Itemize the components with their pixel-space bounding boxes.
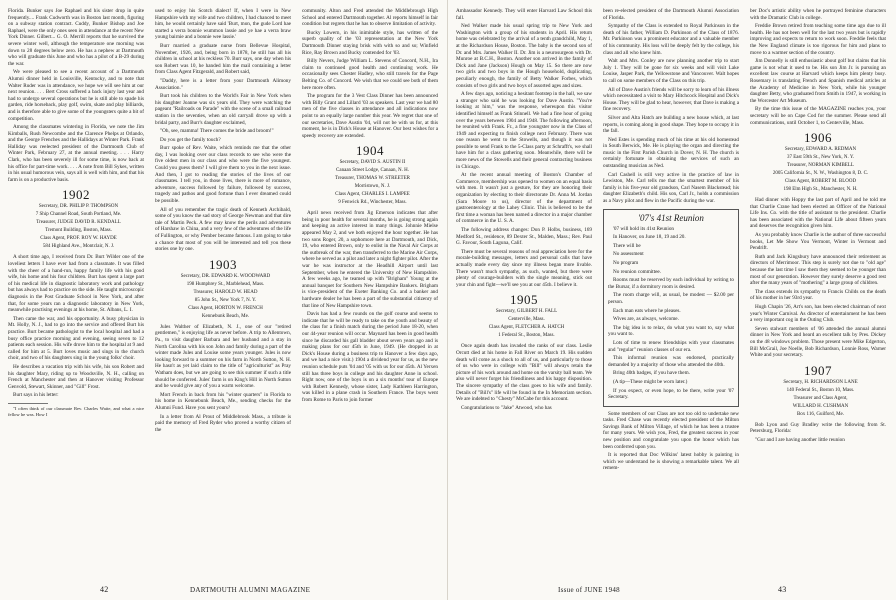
agent-line: Class Agent, HORTON W. FRENCH bbox=[188, 305, 263, 311]
paragraph: Burt took his children to the World's Fair in New York when his daughter Joanne was six years old. They were watching the pageant "Railroads on Parade" with the scene of a small railroad station in the seventies, when an old carryall drove up with a bridal party, and Burr's daughter exclaimed, bbox=[155, 93, 291, 126]
paragraph: Walt and Mrs. Conley are now planning another trip to start July 1. They will be gone for six weeks and will visit Lake Louise, Jasper Park, the Yellowstone and Vancouver. Walt hopes to call on some members of the Class on this trip. bbox=[603, 58, 739, 84]
agent-line: Class Agent, FLETCHER A. HATCH bbox=[488, 325, 565, 331]
paragraph: "Gur and I are having another little reunion bbox=[755, 436, 845, 443]
right-column-3 bbox=[750, 8, 886, 576]
class-year-heading: 1903 bbox=[209, 256, 237, 272]
class-1905-header bbox=[456, 293, 592, 339]
paragraph: Do you get the family touch? bbox=[160, 136, 221, 143]
paragraph: Bucky Lowern, in his inimitable style, has written of the superb quality of the '03 representation at the New York Dartmouth Dinner staying brisk with with so and so; Winfield Rice, Ray Brown and Bucky contended for '03. bbox=[302, 29, 438, 56]
treasurer-address: Tremont Building, Boston, Mass. bbox=[45, 228, 112, 234]
paragraph: Seven stalwart members of '06 attended the annual alumni dinner in New York and heard an excellent talk by Pres. Dickey on the 48 windows problem. Those present were Mike Edgerton, Bill McGrail, Joe Noelle, Bob Richardson, Lonnie Ross, Warner White and your secretary. bbox=[750, 325, 886, 359]
paragraph: A short time ago, I received from Dr. Burt Wilder one of the loveliest letters I have ever had from a classmate. It was filled with the cheer of a hand-run, happy family life with his good wife, his home and his four children. Burt has spent a large part of his medical life in diagnostic laboratory work and pathology but has always had to practice on the side. He taught microscopic diagnosis in the Post Graduate School in New York, and after that, for some years ran a diagnostic laboratory in New York, meanwhile practising evenings at his home, St. Albans, L. I. bbox=[8, 254, 144, 314]
reunion-line: The room charge will, as usual, be modest — $2.00 per person. bbox=[608, 292, 734, 305]
class-year-heading: 1905 bbox=[510, 292, 538, 308]
secretary-line: Secretary, H. RICHARDSON LANE bbox=[783, 379, 858, 385]
reunion-line: There will be bbox=[613, 242, 641, 249]
paragraph: The class extends its sympathy to Francis Childs on the death of his mother in her 93rd year. bbox=[750, 288, 886, 302]
right-page bbox=[448, 0, 896, 600]
reunion-line: (A tip—These might be worn later.) bbox=[613, 378, 688, 385]
class-year-heading: 1904 bbox=[356, 143, 384, 159]
reunion-announcement-box bbox=[603, 209, 739, 407]
paragraph: All of you remember the tragic death of Kenneth Archibald, some of you know the sad story of George Newman and that dire tale of Martin Peck. A few may know the perils and adventures of Harshaw in China, and a very few of the adventures of the life of Fullington, or why Pember became famous. I am going to take a chance that most of you will be interested and tell you these stories one by one. bbox=[155, 206, 291, 253]
paragraph: Ruth and Jack Kingsbury have announced their retirement as directors of Merrimoor. This step is surely not due to "old age" because the last time I saw them they seemed to be younger than most of our generation. However they surely deserve a good rest after the many years of "mothering" a large group of children. bbox=[750, 253, 886, 287]
secretary-address: 37 East 59th St., New York, N. Y. bbox=[786, 155, 855, 161]
treasurer-address: 85 John St., New York 7, N. Y. bbox=[194, 297, 257, 303]
right-page-number: 43 bbox=[778, 585, 787, 594]
reunion-line: Wives are, as always, welcome. bbox=[613, 316, 679, 323]
paragraph: Mort French in back from his "winter quarters" in Florida to his home in Kennebunk Beach, Me., sending checks for the Alumni Fund. Have you sent yours? bbox=[155, 391, 291, 411]
paragraph: Jules Walther of Elizabeth, N. J., one of our "retired gentlemen," is enjoying life as never before. A trip to Allentown, Pa., to visit daughter Barbara and her husband and a stay in North Carolina with his son John and family during a part of the winter made Jules and Louise some years younger. Jules is now looking forward to a summer on his farm in North Sutton, N. H. He hasn't as yet laid claim to the title of "agriculturist" as Pray Watham does, but we are going to see this summer if such a title should be conferred. Jules' farm is on King's Hill in North Sutton and he would give any of you a warm welcome. bbox=[155, 323, 291, 390]
secretary-line: Secretary, GILBERT H. FALL bbox=[495, 309, 558, 315]
paragraph: Bob Lyon and Guy Bradley write the following from St. Petersburg, Florida: bbox=[750, 421, 886, 435]
left-column-3 bbox=[302, 8, 438, 576]
footnote-divider bbox=[8, 403, 48, 404]
paragraph: Had dinner with Hoppy the last part of April and he told me that Charlie Crane had been elected an Officer of the National Life Ins. Co. with the title of assistant to the president. Charlie has been associated with the National Life about fifteen years and deserves the recognition given him. bbox=[750, 197, 886, 230]
left-column-1 bbox=[8, 8, 144, 576]
paragraph: "Oh, see, mamma! There comes the bride and broom!" bbox=[160, 128, 274, 135]
paragraph: Ned Walker made his usual spring trip to New York and Washington with a group of his students in April. His return home was celebrated by the arrival of a tenth grandchild, May 1, at the Richardson House, Boston. The baby is the second son of Dr. and Mrs. James Walker II. Dr. Jim is a neurosurgeon with Dr. Munroe at B.C.H., Boston. Another son arrived in the family of Dick and Jane (Jackson) Hough on May 15. So there are now two girls and two boys in the Hough household, duplicating, peculiarly enough, the family of Betty Walker Forbes, which consists of two girls and two boys of assorted ages and sizes. bbox=[456, 23, 592, 89]
left-page-footer-title: DARTMOUTH ALUMNI MAGAZINE bbox=[190, 586, 311, 594]
paragraph: Congratulations to "Jake" Atwood, who has bbox=[461, 404, 552, 411]
class-1906-header bbox=[750, 131, 886, 193]
agent-address: Kennebunk Beach, Me. bbox=[201, 313, 250, 319]
paragraph: He describes a vacation trip with his wife, his son Robert and his daughter Mary, riding up to Woodsville, N. H., calling on French at Manchester and then at Hanover visiting Professor Genvold, Stewart, Skinner, and "Gill" Frost. bbox=[8, 363, 144, 390]
treasurer-line: Treasurer, THOMAS W. STREETER bbox=[335, 176, 410, 182]
reunion-line: No assessment bbox=[613, 251, 644, 258]
paragraph: Ambassador Kennedy. They will enter Harvard Law School this fall. bbox=[456, 8, 592, 21]
agent-address: 9 Fenwick Rd., Winchester, Mass. bbox=[338, 200, 407, 206]
reunion-line: Rooms must be reserved by each individual by writing to the Bursar, if a dormitory room is desired. bbox=[608, 277, 734, 290]
treasurer-line: Treasurer, JUDGE DAVID R. KENDALL bbox=[36, 220, 121, 226]
paragraph: We were pleased to see a recent account of a Dartmouth Alumni dinner held in Louisville, Kentucky, and to note that Walter Ruder was in attendance, we hope we will see him at our next reunion. . . . Bert Cross suffered a back injury last year and had to undergo several operations but he is still able to spade his garden, ride horseback, play golf, swim, skate and play billiards, and is therefore able to give some of the youngsters quite a bit of competition. bbox=[8, 69, 144, 122]
paragraph: Some members of our Class are not too old to undertake new tasks. Fred Chase was recently elected president of the Milton Savings Bank of Milton Village, of which he has been a trustee for many years. We wish you, Fred, the greatest success in your new position and congratulate you upon the honor which has been conferred upon you. bbox=[603, 410, 739, 450]
class-year-heading: 1902 bbox=[62, 187, 90, 203]
secretary-line: Secretary, EDWARD A. REDMAN bbox=[784, 147, 857, 153]
treasurer-address: 2005 California St., N. W., Washington 8, D. C. bbox=[772, 171, 869, 177]
reunion-line: Each man eats where he pleases. bbox=[613, 307, 681, 314]
left-page-number: 42 bbox=[100, 585, 109, 594]
paragraph: used to enjoy his Scotch dialect! If, when I were in New Hampshire with my wife and two children, I had chanced to meet him, he would certainly have said 'Burt, mon, the gude Lord hae started a verra bonnie wummon lassie and ye hae a verra braw young bairnie and a bonnie wee lassie.' bbox=[155, 8, 291, 41]
reunion-line: This informal reunion was endorsed, practically demanded by a majority of those who attended the 40th. bbox=[608, 355, 734, 368]
secretary-address: Centerville, Mass. bbox=[508, 317, 545, 323]
reunion-line: Lots of time to renew friendships with your classmates and "regular" reunion classes of our era. bbox=[608, 339, 734, 353]
agent-address: 198 Elm High St., Manchester, N. H. bbox=[783, 187, 858, 193]
treasurer-address: WILLARD H. CUSHMAN bbox=[792, 403, 849, 409]
footnote: "I often think of our classmate Rev. Charles Waite, and what a nice fellow he was. How I bbox=[8, 405, 144, 417]
secretary-address: Canaan Street Lodge, Canaan, N. H. bbox=[336, 168, 409, 174]
agent-address: 584 Highland Ave., Montclair, N. J. bbox=[42, 244, 115, 250]
paragraph: Among the classmates wintering in Florida, we note the Jim Kimballs, Rush Newcombe and the Clarence Phelps at Orlando, and the George Frenches and the Hallidays at Winter Park. Frank Halliday was reelected president of the Dartmouth Club of Winter Park, February 27, at the annual meeting. . . . Harry Clark, who has been severely ill for some time, is now back at his office for part-time work. . . . A note from Bill Sykes, written in his usual humorous vein, says all is well with him, and that his farm is on a productive basis. bbox=[8, 124, 144, 183]
class-1903-header bbox=[155, 258, 291, 320]
secretary-address: 7 Ship Channel Road, South Portland, Me. bbox=[35, 212, 122, 218]
reunion-line: '07 will hold its 41st Reunion bbox=[613, 225, 675, 232]
reunion-line: Bring 40th badges, if you have them. bbox=[613, 370, 690, 377]
paragraph: Billy Nevers, Judge William L. Stevens of Concord, N.H., Ira claim to continued good health and continuing work. He occasionally sees Chester Hadley, who still travels for the Page Belting Co. of Concord. We wish that we could see both of them here more often. bbox=[302, 58, 438, 91]
reunion-title: '07's 41st Reunion bbox=[638, 212, 704, 223]
treasurer-line: Treasurer, NORMAN KIMBELL bbox=[787, 163, 854, 169]
right-page-footer-title: Issue of JUNE 1948 bbox=[558, 586, 620, 594]
secretary-line: Secretary, DR. EDWARD K. WOODWARD bbox=[180, 273, 271, 279]
paragraph: Ned Estes is spending much of his time at his old homestead in South Berwick, Me. He is playing the organ and directing the music in the First Parish Church in Dover, N. H. The church is certainly fortunate in obtaining the services of such an outstanding musician as Ned. bbox=[603, 136, 739, 170]
paragraph: A few days ago, noticing a hesitant footstep in the hall, we saw a stranger who said he was looking for Dave Austin. "You're looking at him," was the response, whereupon this visitor identified himself as Frank Stinnell. We had a fine hour of going over the years between 1904 and 1948. The following afternoon, he reunited with Frank. Fr., a fine youngster now in the Class of 1949 and expecting to finish college next February. There was one reason he went to the Stowells, and though it was not possible to send Frank to the 5-Class party at Schrafft's, we shall have him for a class gathering soon. Meanwhile, there will be more news of the Stowells and their general contracting business in Chicago. bbox=[456, 91, 592, 170]
reunion-line: No reunion committee. bbox=[613, 268, 661, 275]
reunion-line: No program bbox=[613, 260, 639, 266]
paragraph: There must be several reasons of real appreciation here for the morale-building messages, letters and personal calls that have actually made every day since my illness began more livable. There wasn't much sympathy, as such, wanted, but there were plenty of courage-builders with the single meaning, stick out your chin and fight—we'll see you at our 45th. I believe it. bbox=[456, 248, 592, 288]
paragraph: The program for the 3 Vest Class Dinner has been announced with Billy Grant and Lillard '03 as speakers. Last year we had 80 men of the five classes in attendance and all indications now point to an equally large number this year. We regret that one of our secretaries, Dave Austin '04, will not be with us for, at this moment, he is in Dick's House at Hanover. Our best wishes for a speedy recovery are extended. bbox=[302, 93, 438, 139]
paragraph: Hugh Chapin '26, Art's son, has been elected chairman of next year's Winter Carnival. As director of entertainment he has been a very important cog in the Outing Club. bbox=[750, 304, 886, 324]
left-column-2 bbox=[155, 8, 291, 576]
treasurer-line: Treasurer, HAROLD W. HEAD bbox=[193, 289, 258, 295]
paragraph: Carl Cashell is still very active in the practice of law in Lewiston, Me. Carl tells me that the smartest member of his family is his five-year old grandson, Carl Nasem Blackstead; his daughter Elizabeth's child. His son, Carl Jr., holds a commission as a Navy pilot and flew in the Pacific during the war. bbox=[603, 171, 739, 205]
paragraph: It is reported that Doc Wilkins' latest hobby is painting in which we understand he is showing a remarkable talent. We all remem- bbox=[603, 452, 739, 472]
reunion-line: The big idea is to relax, do what you want to, say what you want to. bbox=[608, 324, 734, 338]
paragraph: Jim Donnelly is still enthusiastic about golf but claims that his game is not what it used to be. His son Jim Jr. is pursuing an excellent law course at Harvard which keeps him plenty busy. Rosemary is translating French and Spanish medical articles at the Academy of Medicine in New York, while his younger daughter Betty, who graduated from Smith in 1947, is working in the Worcester Art Museum. bbox=[750, 58, 886, 104]
class-1907-header bbox=[750, 364, 886, 418]
treasurer-address: Morristown, N. J. bbox=[354, 184, 391, 190]
paragraph: Florida. Bunker says Joe Raphael and his sister drop in quite frequently.... Frank Cudworth was in Boston last month, figuring on a subway station contract. Cuddy, Bunker Bishop and Joe Raphael, were the only ones seen in attendance at the recent New York Dinner. Gilbert... G. O. Merrill reports that he survived the severe winter well, although the temperature one morning was down to 28 degrees below zero. He has a nephew at Dartmouth who will graduate this June and who has a pilot of a B-29 during the war. bbox=[8, 8, 144, 67]
treasurer-line: Treasurer and Class Agent, bbox=[793, 395, 848, 401]
secretary-address: 140 Federal St., Boston 10, Mass. bbox=[786, 387, 855, 393]
class-1904-header bbox=[302, 144, 438, 206]
class-year-heading: 1906 bbox=[804, 130, 832, 146]
right-column-1 bbox=[456, 8, 592, 576]
paragraph: April news received from Jig Emerson indicates that after being in poor health for several months, he is going strong again and keeping an active interest in many things. Johnnie Mielse appeared May 2, and we both enjoyed the hour together. He has two sons Roger, 20, a sophomore here at Dartmouth, and Dick, 19, who entered Brown, only to enlist in the Naval Air Corps at the outbreak of the war, then transferred to the Marine Air Corps, where he served as a pilot and later a night fighter pilot. After the war he was instructor at the Headhill Airport until last September, when he entered the University of New Hampshire. A few weeks ago, he teamed up with "Brigham" Young at the annual banquet for Southern New Hampshire Bankers. Brigham is vice-president of the Exeter Banking Co. and a banker and hardware dealer he has been a part of the substantial citizenry of that line of New Hampshire town. bbox=[302, 210, 438, 309]
reunion-line: In Hanover, on June 18, 19 and 20. bbox=[613, 234, 686, 241]
paragraph: "Daddy, here is a letter from your Dartmouth Alimony Association." bbox=[155, 77, 291, 91]
paragraph: Then came the war, and his opportunity. A busy physician in Mt. Holly, N. J., had to go into the service and offered Burt his practice. Burt became pathologist to the local hospital and had a busy office practice morning and evening, seeing seven to 12 patients each session. His wife drove him to the hospital at 9 and called for him at 5. Burt loves music and sings in the church choir, and two of his daughters sing in the young folks' choir. bbox=[8, 315, 144, 362]
column-intro bbox=[8, 8, 144, 183]
class-year-heading: 1907 bbox=[804, 362, 832, 378]
reunion-line: If you expect, or even hope, to be there, write your '07 Secretary. bbox=[608, 387, 734, 401]
paragraph: Davis has had a few rounds on the golf course and seems to indicate that he will be ready to take on the youth and beauty of the class for a finish match during the period June 18-20, when our 44-year reunion will occur. Maynard has been in good health since he discarded his gall bladder about seven years ago and is making plans for our 45th in June, 1949. (He dropped in at Dick's House during a business trip to Hanover a few days ago, and we had a nice visit.) 1904 a dividend year for us, as the new reunion schedule puts '04 and '05 with us for our 45th. Al Yerxen still has three boys in college and his daughter Anne in school. Right now, one of the boys is on a six months' tour of Europe with Robert Kennedy, whose sister, Lady Kathleen Harrington, was killed in a plane crash in Southern France. The boys went from Rome to Paris to join former bbox=[302, 311, 438, 403]
secretary-line: Secretary, DR. PHILIP P. THOMPSON bbox=[38, 204, 119, 210]
paragraph: All of Dave Austin's friends will be sorry to learn of his illness which necessitated a visit to Mary Hitchcock Hospital and Dick's House. They will be glad to hear, however, that Dave is making a fine recovery. bbox=[603, 86, 739, 113]
paragraph: At the recent annual meeting of Boston's Chamber of Commerce, membership was opened to women on an equal basis with men. It wasn't just a gesture, for they are honoring their organization by electing to their directorate Dr. Anna M. Jordan (Sara Moore to us), director of the department of gastroenterology at the Lahey Clinic. This is believed to be the first time a woman has been named a director in a major chamber of commerce in the U. S. A. bbox=[456, 172, 592, 225]
secretary-line: Secretary, DAVID S. AUSTIN II bbox=[339, 160, 406, 166]
agent-line: Class Agent, PROF. ROY W. HAYDE bbox=[40, 236, 117, 242]
class-1902-header bbox=[8, 188, 144, 250]
agent-line: Class Agent, ROBERT M. BLOOD bbox=[784, 179, 857, 185]
paragraph: Burt says in his letter: bbox=[13, 392, 59, 399]
paragraph: ber Doc's artistic ability when he portrayed feminine characters with the Dramatic Club in college. bbox=[750, 8, 886, 21]
paragraph: As you probably know Charlie is the author of three successful books, Let Me Show You Vermont, Winter in Vermont and Pendrift. bbox=[750, 232, 886, 252]
agent-line: Class Agent, CHARLES I. LAMPEE bbox=[335, 192, 410, 198]
paragraph: Burr married a graduate nurse from Bellevue Hospital, November, 1926, and, being born in 1878, he still has all his children in school at his reckless 70. Burr says, one day when his son Robert was 10, he handed him the mail containing a letter from Class Agent Fitzgerald, and Robert said, bbox=[155, 42, 291, 76]
paragraph: Silver and Alta Hatch are building a new house which, at last reports, is coming along in good shape. They hope to occupy it in the fall. bbox=[603, 114, 739, 135]
paragraph: Once again death has invaded the ranks of our class. Leslie Orcutt died at his home in Fall River on March 19. His sudden death will come as a shock to all of us, and particularly to those of us who were in college with "Bill" will always retain the picture of his work around and home on the varsity ball team. We also will never forget his friendliness and his happy disposition. The sincere sympathy of the class goes to his wife and family. Details of "Bill's" life will be found in the In Memoriam section. We are indebted to "Chesty" McCabe for this account. bbox=[456, 343, 592, 403]
paragraph: Sympathy of the Class is extended to Royal Parkinson in the death of his father, William D. Parkinson of the Class of 1876. Mr. Parkinson was a prominent educator and a valuable member of his community. His loss will be deeply felt by the college, his class and all who knew him. bbox=[603, 23, 739, 56]
paragraph: The following address changes: Don P. Holbs, business, 169 Medford St., residence, 89 Dexter St., Malden, Mass.; Rev. Paul G. Favour, South Laguna, Calif. bbox=[456, 227, 592, 247]
paragraph: Burr spoke of Rev. Waite, which reminds me that the other day, I was looking over our class records to see who were the five oldest men in our class and who were the five youngest. Could you guess them? I will give them to you in the next issue. And then, I got to reading the stories of the lives of our classmates. I tell you, in those lives, there is more of romance, adventure, success followed by failure, followed by success, tragedy and pathos and good fortune than I ever dreamed could be possible. bbox=[155, 145, 291, 205]
agent-line: Box 116, Guilford, Me. bbox=[796, 411, 845, 417]
agent-address: 1 Federal St., Boston, Mass. bbox=[498, 333, 555, 339]
secretary-address: 198 Humphrey St., Marblehead, Mass. bbox=[186, 281, 265, 287]
paragraph: been re-elected president of the Dartmouth Alumni Association of Florida. bbox=[603, 8, 739, 21]
right-column-2 bbox=[603, 8, 739, 576]
paragraph: Freddie Brown retired from teaching some time ago due to ill health. He has not been well for the last two years but is rapidly improving and expects to return to work soon. Freddie feels that the New England climate is too rigorous for him and plans to move to a warmer section of the country. bbox=[750, 23, 886, 56]
paragraph: In a letter from Al Prout of Middlebrook Mass., a tribute is paid the memory of Fred Ryder who proved a worthy citizen of the bbox=[155, 413, 291, 433]
paragraph: community. Alton and Fred attended the Middlebrough High School and entered Dartmouth together. Al reports himself in fair condition but regrets that he has to observe limitation of activity. bbox=[302, 8, 438, 28]
paragraph: By the time this issue of the MAGAZINE reaches you, your secretary will be on Cape Cod for the summer. Please send all communications, until October 1, to Centerville, Mass. bbox=[750, 106, 886, 126]
